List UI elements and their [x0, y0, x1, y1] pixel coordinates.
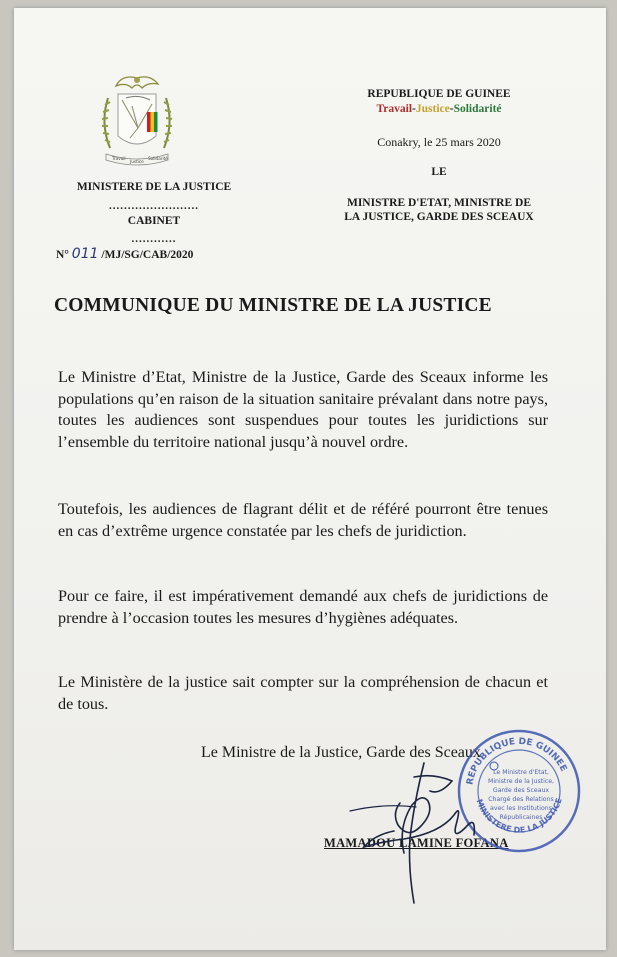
motto-sep-2: -	[449, 103, 454, 115]
stamp-line-2: Ministre de la Justice,	[488, 778, 554, 785]
document-page	[14, 8, 606, 950]
stamp-ring-top: REPUBLIQUE DE GUINEE	[465, 736, 569, 786]
paragraph-4: Le Ministère de la justice sait compter sur la compréhension de chacun et de tous.	[58, 673, 548, 713]
stamp-line-6: Républicaines	[499, 814, 543, 821]
crest-scroll-text-right: Solidarité	[148, 156, 168, 161]
paragraph-2: Toutefois, les audiences de flagrant délit et de référé pourront être tenues en cas d’extrême urgence constatée par les chefs de juridiction.	[58, 500, 548, 540]
stamp-line-1: Le Ministre d'Etat,	[493, 769, 549, 776]
motto-travail: Travail	[376, 103, 413, 115]
motto-sep-1: -	[412, 103, 416, 115]
motto-justice: Justice	[415, 103, 450, 115]
national-motto	[314, 103, 564, 115]
republic-name: REPUBLIQUE DE GUINEE	[367, 88, 511, 100]
stamp-line-4: Chargé des Relations	[488, 796, 554, 803]
ministry-dots: ........................	[109, 200, 199, 212]
ministry-name: MINISTERE DE LA JUSTICE	[76, 181, 232, 193]
ref-suffix: /MJ/SG/CAB/2020	[101, 249, 194, 261]
stamp-line-3: Garde des Sceaux	[492, 787, 550, 794]
paragraph-1: Le Ministre d’Etat, Ministre de la Justice, Garde des Sceaux informe les populations qu’en raison de la situation sanitaire prévalant dans notre pays, toutes les audiences sont suspendues pour toutes les juridictions sur l’ensemble du territoire national jusqu’à nouvel ordre.	[58, 368, 548, 451]
minister-title-line1: MINISTRE D'ETAT, MINISTRE DE	[346, 197, 532, 209]
signatory-closing: Le Ministre de la Justice, Garde des Sceaux	[201, 744, 481, 761]
communique-title: COMMUNIQUE DU MINISTRE DE LA JUSTICE	[54, 295, 492, 316]
minister-title-line2: LA JUSTICE, GARDE DES SCEAUX	[344, 211, 534, 223]
crest-scroll-text-left: Travail	[112, 156, 126, 161]
le-label: LE	[431, 166, 447, 178]
ref-prefix: N°	[56, 249, 69, 261]
stamp-ring-bottom: MINISTERE DE LA JUSTICE	[474, 796, 564, 835]
guinea-coat-of-arms	[92, 68, 182, 178]
cabinet-dots: ............	[131, 233, 177, 245]
ref-handwritten-number: 011	[71, 246, 99, 262]
paragraph-3: Pour ce faire, il est impérativement demandé aux chefs de juridictions de prendre à l’occasion toutes les mesures d’hygiènes adéquates.	[58, 587, 548, 627]
handwritten-signature	[344, 743, 524, 908]
document-date: Conakry, le 25 mars 2020	[377, 135, 501, 149]
cabinet-label: CABINET	[127, 215, 181, 227]
stamp-line-5: avec les Institutions	[490, 805, 552, 812]
signatory-name: MAMADOU LAMINE FOFANA	[324, 836, 509, 850]
crest-scroll-text-mid: Justice	[130, 159, 144, 164]
reference-number	[56, 246, 193, 262]
motto-solidarite: Solidarité	[453, 103, 502, 115]
